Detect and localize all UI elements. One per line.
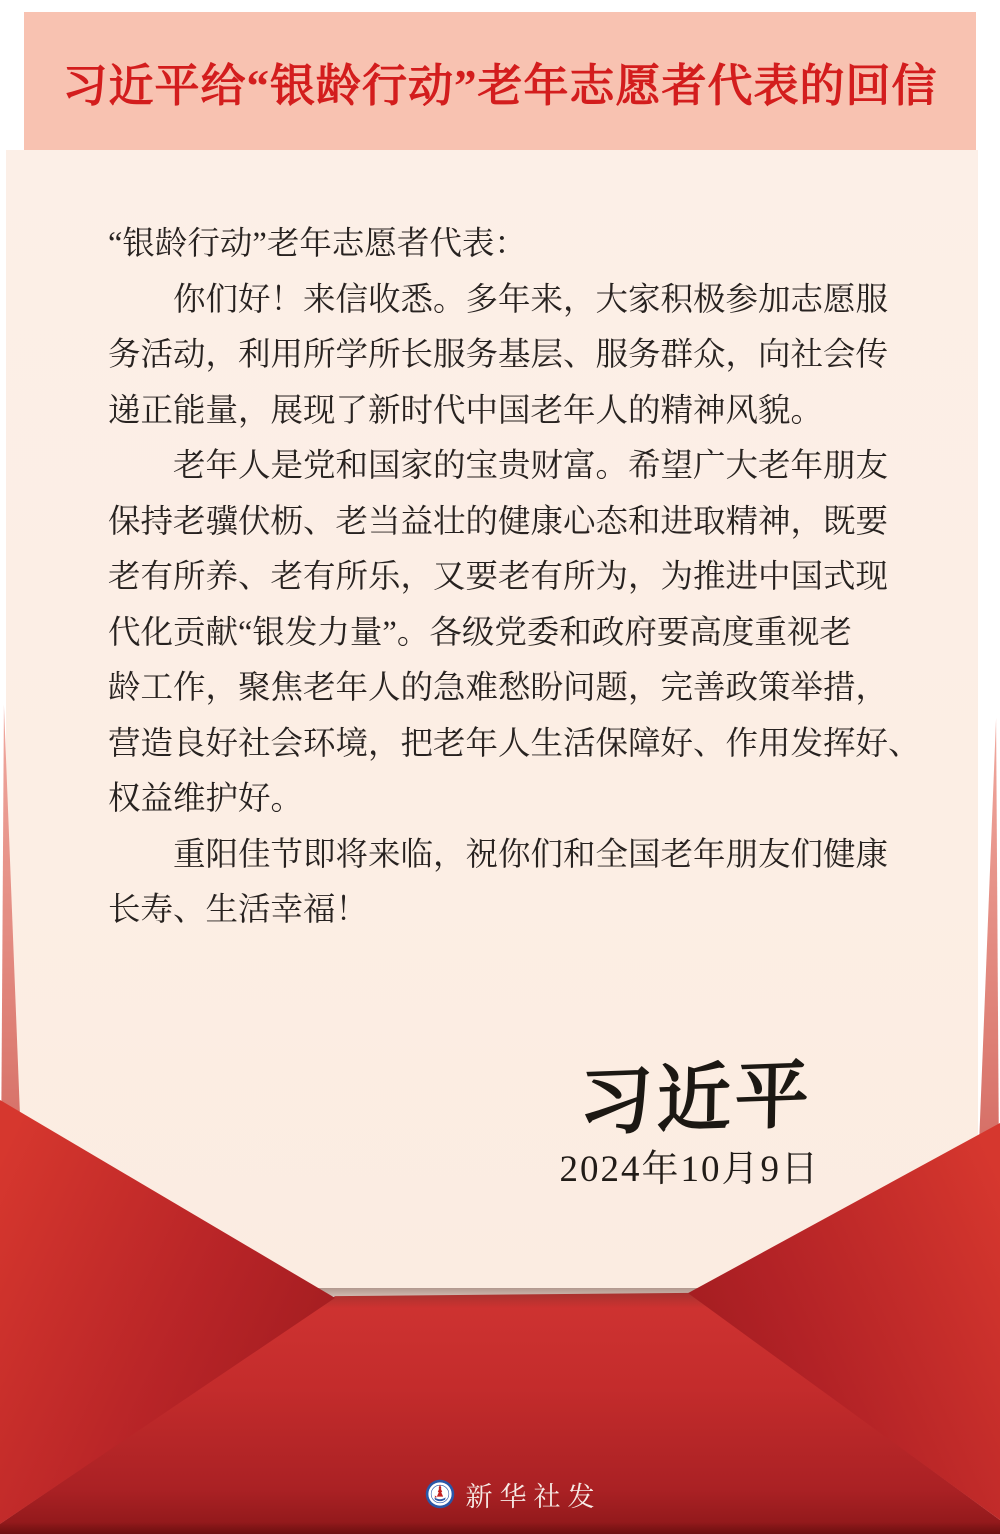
letter-line: 长寿、生活幸福！	[108, 892, 369, 928]
letter-body	[108, 217, 921, 939]
letter-line: 龄工作，聚焦老年人的急难愁盼问题，完善政策举措，	[108, 670, 889, 706]
letter-line: 务活动，利用所学所长服务基层、服务群众，向社会传	[108, 337, 889, 373]
letter-line: 老有所养、老有所乐，又要老有所为，为推进中国式现	[108, 559, 889, 595]
letter-paper	[6, 150, 978, 1296]
page-title: 习近平给“银龄行动”老年志愿者代表的回信	[62, 60, 938, 111]
letter-line: 你们好！来信收悉。多年来，大家积极参加志愿服	[173, 281, 889, 318]
xinhua-logo-icon	[425, 1479, 455, 1509]
letter-date: 2024年10月9日	[559, 1149, 820, 1190]
letter-line: 代化贡献“银发力量”。各级党委和政府要高度重视老	[108, 614, 852, 651]
letter-line: 递正能量，展现了新时代中国老年人的精神风貌。	[108, 392, 824, 429]
letter-line: 老年人是党和国家的宝贵财富。希望广大老年朋友	[173, 448, 889, 484]
letter-line: 重阳佳节即将来临，祝你们和全国老年朋友们健康	[173, 836, 889, 873]
letter-line: 营造良好社会环境，把老年人生活保障好、作用发挥好、	[108, 725, 921, 762]
footer	[0, 1468, 1000, 1520]
letter-line: 权益维护好。	[108, 781, 304, 817]
footer-credit: 新华社发	[465, 1481, 602, 1512]
title-banner	[24, 12, 976, 150]
envelope-bottom-edge-shade	[0, 1522, 1000, 1534]
signature: 习近平	[578, 1054, 814, 1146]
letter-line: 保持老骥伏枥、老当益壮的健康心态和进取精神，既要	[108, 503, 889, 540]
letter-salutation: “银龄行动”老年志愿者代表：	[108, 226, 527, 262]
